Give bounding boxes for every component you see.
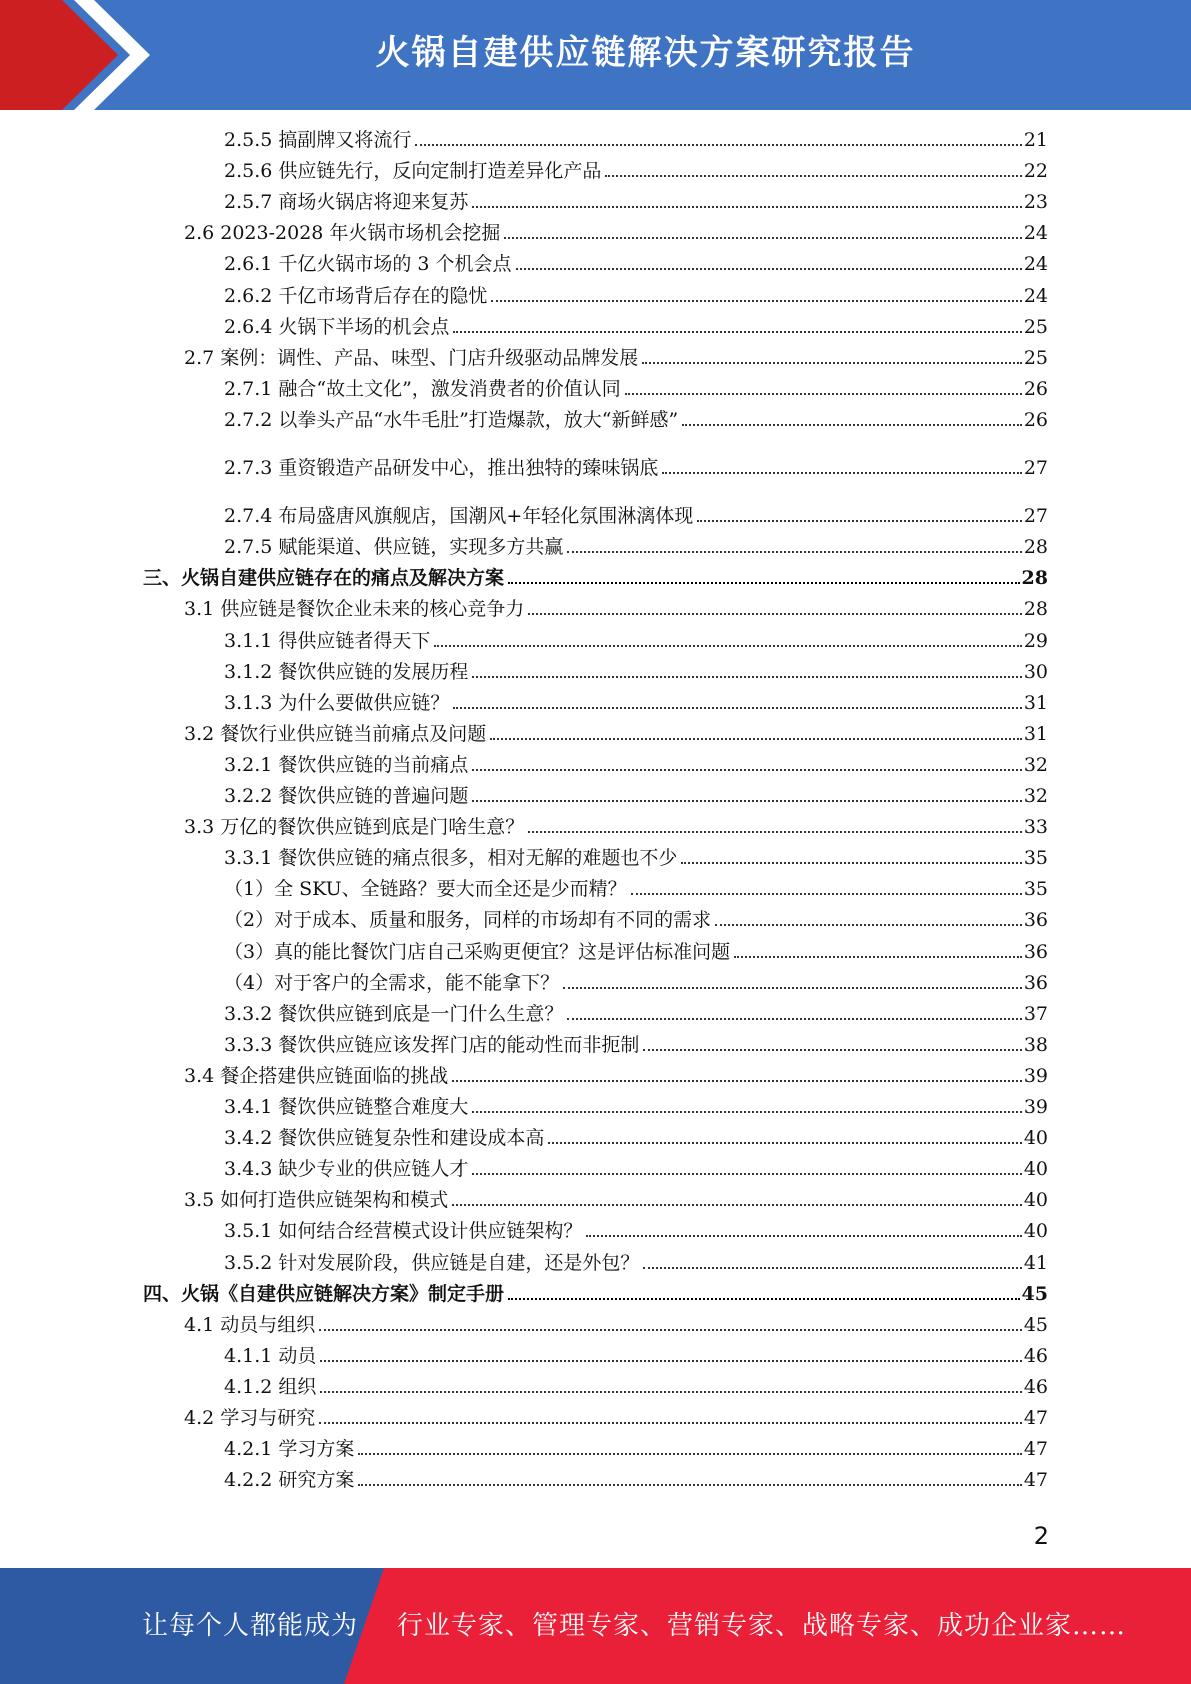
toc-entry-title: 2.5.7 商场火锅店将迎来复苏	[224, 191, 469, 213]
toc-dot-leader	[472, 206, 1021, 208]
toc-entry-page: 30	[1023, 661, 1048, 683]
toc-entry-page: 28	[1023, 536, 1048, 558]
toc-entry[interactable]	[224, 1156, 1048, 1182]
toc-entry[interactable]	[224, 503, 1048, 529]
toc-entry-page: 36	[1023, 941, 1048, 963]
toc-entry-page: 24	[1023, 285, 1048, 307]
toc-dot-leader	[490, 738, 1022, 740]
toc-dot-leader	[358, 1453, 1021, 1455]
toc-entry[interactable]	[224, 876, 1048, 902]
toc-entry[interactable]	[224, 939, 1048, 965]
toc-entry-page: 25	[1023, 316, 1048, 338]
toc-entry-page: 36	[1023, 909, 1048, 931]
toc-entry-page: 40	[1023, 1220, 1048, 1242]
toc-entry-page: 27	[1023, 505, 1048, 527]
toc-dot-leader	[567, 1018, 1021, 1020]
toc-entry-page: 40	[1023, 1189, 1048, 1211]
toc-entry-title: 4.1 动员与组织	[184, 1314, 316, 1336]
toc-dot-leader	[472, 800, 1021, 802]
toc-entry[interactable]	[224, 845, 1048, 871]
toc-dot-leader	[662, 472, 1021, 474]
toc-entry[interactable]	[184, 596, 1048, 622]
toc-entry-page: 40	[1023, 1158, 1048, 1180]
toc-entry-page: 24	[1023, 222, 1048, 244]
toc-dot-leader	[548, 1142, 1021, 1144]
toc-entry[interactable]	[224, 1467, 1048, 1493]
toc-entry[interactable]	[224, 1250, 1048, 1276]
toc-dot-leader	[472, 1173, 1021, 1175]
toc-entry-page: 28	[1023, 598, 1048, 620]
toc-entry[interactable]	[224, 1374, 1048, 1400]
toc-entry-page: 36	[1023, 972, 1048, 994]
toc-dot-leader	[642, 362, 1022, 364]
toc-dot-leader	[358, 1484, 1021, 1486]
toc-entry-page: 28	[1021, 567, 1048, 589]
toc-entry[interactable]	[184, 814, 1048, 840]
toc-entry-title: 3.4.3 缺少专业的供应链人才	[224, 1158, 469, 1180]
toc-entry-title: （3）真的能比餐饮门店自己采购更便宜？这是评估标准问题	[224, 941, 731, 963]
toc-entry[interactable]	[224, 1343, 1048, 1369]
toc-entry[interactable]	[224, 158, 1048, 184]
toc-entry-page: 32	[1023, 785, 1048, 807]
toc-entry-title: 4.2.1 学习方案	[224, 1438, 355, 1460]
toc-entry[interactable]	[224, 534, 1048, 560]
toc-entry-title: 四、火锅《自建供应链解决方案》制定手册	[143, 1283, 505, 1305]
toc-entry-title: 2.6.1 千亿火锅市场的 3 个机会点	[224, 253, 512, 275]
toc-entry[interactable]	[184, 1312, 1048, 1338]
toc-entry[interactable]	[224, 127, 1048, 153]
toc-dot-leader	[319, 1422, 1022, 1424]
toc-dot-leader	[528, 613, 1022, 615]
toc-entry-page: 24	[1023, 253, 1048, 275]
toc-entry-title: 3.1 供应链是餐饮企业未来的核心竞争力	[184, 598, 525, 620]
toc-entry-title: 3.5.1 如何结合经营模式设计供应链架构？	[224, 1220, 583, 1242]
toc-entry[interactable]	[224, 1032, 1048, 1058]
toc-entry[interactable]	[184, 220, 1048, 246]
toc-entry[interactable]	[224, 251, 1048, 277]
toc-entry-page: 39	[1023, 1096, 1048, 1118]
toc-entry-title: 3.3.1 餐饮供应链的痛点很多，相对无解的难题也不少	[224, 847, 678, 869]
toc-entry[interactable]	[224, 407, 1048, 433]
toc-entry-page: 26	[1023, 378, 1048, 400]
toc-entry-page: 23	[1023, 191, 1048, 213]
toc-entry[interactable]	[224, 1218, 1048, 1244]
toc-entry-title: （1）全 SKU、全链路？要大而全还是少而精？	[224, 878, 627, 900]
toc-entry[interactable]	[224, 189, 1048, 215]
toc-dot-leader	[697, 520, 1022, 522]
toc-entry-title: 3.5.2 针对发展阶段，供应链是自建，还是外包？	[224, 1252, 640, 1274]
toc-entry-title: （4）对于客户的全需求，能不能拿下？	[224, 972, 560, 994]
toc-dot-leader	[734, 956, 1022, 958]
report-title: 火锅自建供应链解决方案研究报告	[375, 33, 916, 73]
toc-entry[interactable]	[184, 1063, 1048, 1089]
toc-entry[interactable]	[224, 752, 1048, 778]
toc-entry-title: 4.2.2 研究方案	[224, 1469, 355, 1491]
toc-dot-leader	[452, 1204, 1022, 1206]
toc-entry-page: 35	[1023, 847, 1048, 869]
toc-dot-leader	[563, 987, 1022, 989]
toc-entry-title: 2.6 2023-2028 年火锅市场机会挖掘	[184, 222, 501, 244]
toc-entry[interactable]	[143, 1281, 1048, 1307]
toc-entry-title: 3.4.1 餐饮供应链整合难度大	[224, 1096, 469, 1118]
toc-dot-leader	[528, 831, 1022, 833]
toc-entry-title: 3.2 餐饮行业供应链当前痛点及问题	[184, 723, 487, 745]
toc-entry-title: 2.7.1 融合“故土文化”，激发消费者的价值认同	[224, 378, 621, 400]
toc-entry-title: 3.1.3 为什么要做供应链？	[224, 692, 450, 714]
toc-entry-title: 3.1.1 得供应链者得天下	[224, 630, 431, 652]
toc-entry-page: 27	[1023, 457, 1048, 479]
toc-entry[interactable]	[224, 1001, 1048, 1027]
toc-entry-title: 3.4 餐企搭建供应链面临的挑战	[184, 1065, 449, 1087]
toc-entry-page: 29	[1023, 630, 1048, 652]
toc-dot-leader	[472, 769, 1021, 771]
toc-entry-title: 2.7.4 布局盛唐风旗舰店，国潮风+年轻化氛围淋漓体现	[224, 505, 694, 527]
toc-entry-page: 47	[1023, 1438, 1048, 1460]
toc-entry-page: 47	[1023, 1469, 1048, 1491]
toc-entry-page: 46	[1023, 1376, 1048, 1398]
toc-entry-page: 40	[1023, 1127, 1048, 1149]
toc-entry-page: 25	[1023, 347, 1048, 369]
toc-dot-leader	[453, 707, 1021, 709]
toc-entry[interactable]	[184, 721, 1048, 747]
toc-dot-leader	[504, 237, 1021, 239]
toc-entry-title: （2）对于成本、质量和服务，同样的市场却有不同的需求	[224, 909, 712, 931]
toc-dot-leader	[434, 645, 1021, 647]
toc-entry-page: 35	[1023, 878, 1048, 900]
toc-entry-page: 46	[1023, 1345, 1048, 1367]
toc-entry[interactable]	[224, 659, 1048, 685]
toc-dot-leader	[516, 268, 1022, 270]
toc-dot-leader	[682, 424, 1022, 426]
page-header	[0, 0, 1191, 110]
toc-dot-leader	[320, 1391, 1021, 1393]
toc-dot-leader	[415, 144, 1021, 146]
toc-entry-title: 3.3.2 餐饮供应链到底是一门什么生意？	[224, 1003, 564, 1025]
toc-entry[interactable]	[224, 690, 1048, 716]
toc-entry-title: 3.5 如何打造供应链架构和模式	[184, 1189, 449, 1211]
toc-entry-title: 3.2.2 餐饮供应链的普遍问题	[224, 785, 469, 807]
toc-entry-page: 21	[1023, 129, 1048, 151]
toc-dot-leader	[643, 1267, 1021, 1269]
toc-entry-title: 2.5.6 供应链先行，反向定制打造差异化产品	[224, 160, 602, 182]
toc-dot-leader	[605, 175, 1021, 177]
toc-entry-page: 31	[1023, 723, 1048, 745]
toc-dot-leader	[453, 331, 1021, 333]
toc-entry[interactable]	[184, 1187, 1048, 1213]
toc-entry-title: 3.2.1 餐饮供应链的当前痛点	[224, 754, 469, 776]
toc-entry-title: 2.6.4 火锅下半场的机会点	[224, 316, 450, 338]
toc-entry-title: 2.7.2 以拳头产品“水牛毛肚”打造爆款，放大“新鲜感”	[224, 409, 679, 431]
toc-dot-leader	[567, 551, 1021, 553]
toc-entry-page: 33	[1023, 816, 1048, 838]
toc-entry-title: 3.3.3 餐饮供应链应该发挥门店的能动性而非扼制	[224, 1034, 640, 1056]
toc-entry[interactable]	[224, 376, 1048, 402]
toc-entry[interactable]	[224, 1436, 1048, 1462]
toc-dot-leader	[472, 1111, 1021, 1113]
toc-entry[interactable]	[184, 1405, 1048, 1431]
toc-entry-page: 31	[1023, 692, 1048, 714]
toc-dot-leader	[319, 1329, 1022, 1331]
toc-entry-title: 2.7.5 赋能渠道、供应链，实现多方共赢	[224, 536, 564, 558]
page-number: 2	[1033, 1522, 1049, 1550]
toc-entry-title: 2.7 案例：调性、产品、味型、门店升级驱动品牌发展	[184, 347, 639, 369]
toc-entry-title: 4.2 学习与研究	[184, 1407, 316, 1429]
toc-entry[interactable]	[184, 345, 1048, 371]
toc-dot-leader	[508, 1298, 1020, 1300]
toc-entry-title: 2.6.2 千亿市场背后存在的隐忧	[224, 285, 488, 307]
toc-entry-page: 45	[1021, 1283, 1048, 1305]
toc-entry-page: 41	[1023, 1252, 1048, 1274]
toc-entry-page: 26	[1023, 409, 1048, 431]
toc-entry-page: 32	[1023, 754, 1048, 776]
toc-dot-leader	[625, 393, 1022, 395]
toc-dot-leader	[631, 893, 1022, 895]
toc-entry-title: 2.7.3 重资锻造产品研发中心，推出独特的臻味锅底	[224, 457, 659, 479]
toc-entry[interactable]	[224, 628, 1048, 654]
toc-dot-leader	[681, 862, 1021, 864]
toc-entry-title: 4.1.1 动员	[224, 1345, 317, 1367]
toc-dot-leader	[491, 300, 1021, 302]
toc-entry-page: 45	[1023, 1314, 1048, 1336]
toc-entry-title: 4.1.2 组织	[224, 1376, 317, 1398]
toc-entry-page: 37	[1023, 1003, 1048, 1025]
toc-entry-page: 38	[1023, 1034, 1048, 1056]
footer-slogan-left: 让每个人都能成为	[142, 1611, 359, 1641]
toc-dot-leader	[320, 1360, 1021, 1362]
toc-dot-leader	[586, 1235, 1021, 1237]
toc-entry-page: 39	[1023, 1065, 1048, 1087]
toc-entry[interactable]	[224, 907, 1048, 933]
toc-dot-leader	[643, 1049, 1021, 1051]
toc-entry[interactable]	[224, 314, 1048, 340]
toc-dot-leader	[715, 924, 1022, 926]
toc-entry-title: 3.4.2 餐饮供应链复杂性和建设成本高	[224, 1127, 545, 1149]
toc-entry-title: 3.3 万亿的餐饮供应链到底是门啥生意？	[184, 816, 525, 838]
toc-dot-leader	[472, 676, 1021, 678]
toc-entry[interactable]	[224, 1125, 1048, 1151]
toc-entry-page: 22	[1023, 160, 1048, 182]
toc-entry[interactable]	[224, 783, 1048, 809]
toc-entry-page: 47	[1023, 1407, 1048, 1429]
toc-dot-leader	[452, 1080, 1022, 1082]
toc-entry[interactable]	[224, 455, 1048, 481]
toc-entry[interactable]	[143, 565, 1048, 591]
toc-entry[interactable]	[224, 970, 1048, 996]
page-footer	[0, 1568, 1191, 1684]
header-chevron-decoration	[0, 0, 160, 110]
toc-entry-title: 3.1.2 餐饮供应链的发展历程	[224, 661, 469, 683]
footer-slogan-right: 行业专家、管理专家、营销专家、战略专家、成功企业家……	[397, 1611, 1127, 1641]
toc-entry[interactable]	[224, 283, 1048, 309]
toc-entry[interactable]	[224, 1094, 1048, 1120]
toc-entry-title: 2.5.5 搞副牌又将流行	[224, 129, 412, 151]
toc-entry-title: 三、火锅自建供应链存在的痛点及解决方案	[143, 567, 505, 589]
toc-dot-leader	[508, 582, 1020, 584]
